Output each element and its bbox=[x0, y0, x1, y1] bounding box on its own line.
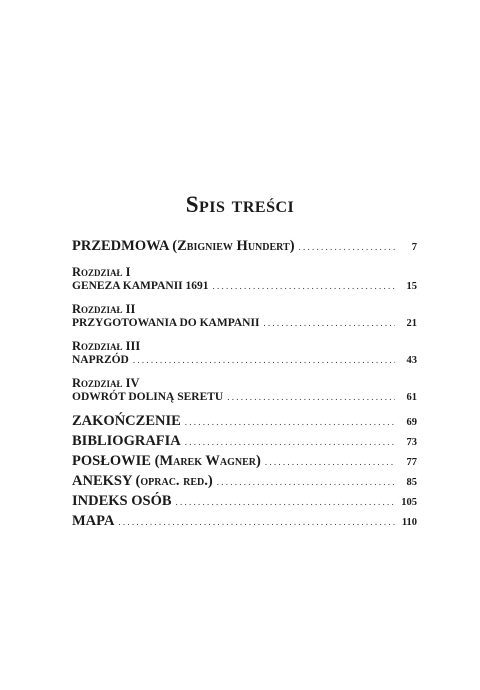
toc-entry-page: 15 bbox=[406, 281, 417, 292]
toc-entry-page: 105 bbox=[401, 497, 417, 508]
toc-entry-text: ANEKSY ( bbox=[72, 473, 141, 489]
dot-leader bbox=[299, 242, 395, 252]
dot-leader bbox=[118, 517, 395, 527]
toc-entry-zakonczenie[interactable] bbox=[72, 413, 417, 432]
chapter-label: Rozdział III bbox=[72, 339, 141, 353]
toc-entry-chapter-4[interactable] bbox=[72, 376, 417, 406]
toc-entry-chapter-1[interactable] bbox=[72, 265, 417, 295]
toc-entry-page: 61 bbox=[406, 392, 417, 403]
toc-entry-page: 69 bbox=[406, 417, 417, 428]
toc-entry-mapa[interactable] bbox=[72, 513, 417, 532]
toc-entry-chapter-2[interactable] bbox=[72, 302, 417, 332]
toc-entry-page: 7 bbox=[411, 242, 417, 253]
toc-entry-aneksy[interactable] bbox=[72, 473, 417, 492]
dot-leader bbox=[185, 437, 395, 447]
chapter-label: Rozdział I bbox=[72, 265, 131, 279]
toc-entry-author: Zbigniew Hundert bbox=[177, 238, 290, 254]
toc-entry-indeks-osob[interactable] bbox=[72, 493, 417, 512]
dot-leader bbox=[263, 318, 395, 328]
table-of-contents bbox=[72, 238, 417, 532]
page-title: Spis treści bbox=[185, 192, 295, 217]
toc-entry-text: NAPRZÓD bbox=[72, 354, 129, 366]
toc-entry-page: 110 bbox=[401, 517, 417, 528]
dot-leader bbox=[227, 392, 395, 402]
toc-entry-suffix: ) bbox=[207, 473, 213, 489]
toc-entry-text: ZAKOŃCZENIE bbox=[72, 413, 181, 429]
toc-entry-bibliografia[interactable] bbox=[72, 433, 417, 452]
dot-leader bbox=[133, 355, 395, 365]
toc-entry-author: Marek Wagner bbox=[159, 453, 256, 469]
toc-entry-page: 73 bbox=[406, 437, 417, 448]
dot-leader bbox=[213, 281, 395, 291]
toc-entry-author: oprac. red. bbox=[140, 473, 208, 489]
dot-leader bbox=[176, 497, 395, 507]
toc-entry-text: INDEKS OSÓB bbox=[72, 493, 172, 509]
toc-entry-page: 43 bbox=[406, 355, 417, 366]
toc-entry-text: GENEZA KAMPANII 1691 bbox=[72, 280, 209, 292]
toc-entry-text: BIBLIOGRAFIA bbox=[72, 433, 181, 449]
toc-entry-poslowie[interactable] bbox=[72, 453, 417, 472]
toc-entry-page: 85 bbox=[406, 477, 417, 488]
toc-entry-page: 21 bbox=[406, 318, 417, 329]
toc-entry-text: ODWRÓT DOLINĄ SERETU bbox=[72, 391, 224, 403]
dot-leader bbox=[265, 457, 395, 467]
chapter-label: Rozdział IV bbox=[72, 376, 140, 390]
dot-leader bbox=[217, 477, 395, 487]
toc-entry-suffix: ) bbox=[255, 453, 261, 469]
toc-entry-text: MAPA bbox=[72, 513, 115, 529]
toc-entry-text: PRZYGOTOWANIA DO KAMPANII bbox=[72, 317, 260, 329]
chapter-label: Rozdział II bbox=[72, 302, 136, 316]
toc-entry-page: 77 bbox=[406, 457, 417, 468]
toc-entry-suffix: ) bbox=[289, 238, 295, 254]
dot-leader bbox=[185, 417, 395, 427]
toc-entry-text: PRZEDMOWA ( bbox=[72, 238, 178, 254]
toc-entry-chapter-3[interactable] bbox=[72, 339, 417, 369]
toc-entry-przedmowa[interactable] bbox=[72, 238, 417, 257]
toc-entry-text: POSŁOWIE ( bbox=[72, 453, 160, 469]
